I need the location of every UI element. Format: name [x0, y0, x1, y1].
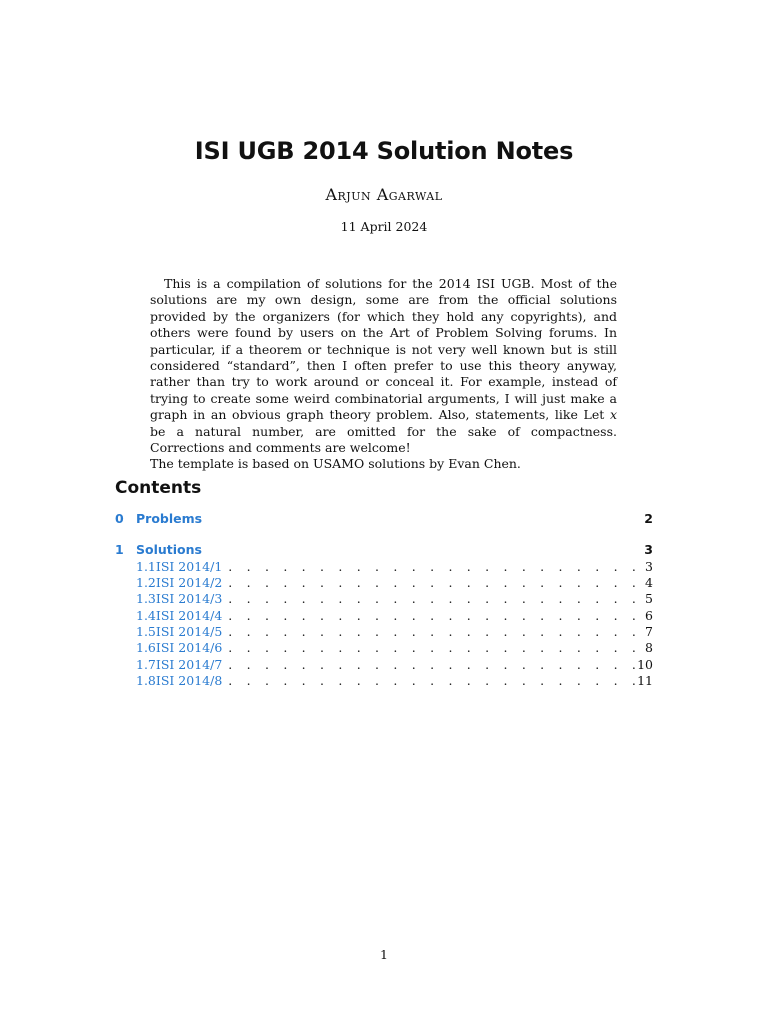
- toc-subsection-1-5[interactable]: [115, 624, 653, 640]
- toc-page-number: 3: [644, 542, 653, 557]
- toc-section-problems[interactable]: [115, 511, 653, 527]
- document-title: ISI UGB 2014 Solution Notes: [194, 137, 574, 165]
- toc-subsection-number[interactable]: 1.6: [136, 640, 156, 655]
- toc-subsection-number[interactable]: 1.8: [136, 673, 156, 688]
- toc-leader-dots: [222, 640, 639, 655]
- toc-subsection-1-1[interactable]: [115, 559, 653, 575]
- document-date: 11 April 2024: [340, 219, 428, 234]
- toc-subsection-title[interactable]: ISI 2014/1: [155, 559, 223, 574]
- abstract-math-variable: x: [609, 407, 617, 423]
- toc-page-number: 6: [645, 608, 653, 623]
- toc-page-number: 11: [637, 673, 653, 688]
- toc-subsection-number[interactable]: 1.7: [136, 657, 156, 672]
- page-number: 1: [380, 947, 388, 962]
- toc-subsection-title[interactable]: ISI 2014/4: [155, 608, 223, 623]
- toc-subsection-number[interactable]: 1.1: [136, 559, 156, 574]
- document-author: Arjun Agarwal: [325, 185, 443, 204]
- toc-subsection-1-7[interactable]: [115, 657, 653, 673]
- toc-page-number: 2: [644, 511, 653, 526]
- toc-page-number: 7: [645, 624, 653, 639]
- toc-subsection-1-4[interactable]: [115, 608, 653, 624]
- toc-subsection-title[interactable]: ISI 2014/5: [155, 624, 223, 639]
- toc-subsection-1-6[interactable]: [115, 640, 653, 656]
- toc-page-number: 3: [645, 559, 653, 574]
- abstract-text-end: be a natural number, are omitted for the sake of compactness. Corrections and comments are welcome!: [150, 423, 617, 456]
- toc-section-solutions[interactable]: [115, 542, 653, 558]
- toc-subsection-title[interactable]: ISI 2014/2: [155, 575, 223, 590]
- toc-section-title[interactable]: Solutions: [136, 542, 202, 557]
- toc-page-number: 8: [645, 640, 653, 655]
- toc-leader-dots: [222, 624, 639, 639]
- toc-subsection-number[interactable]: 1.4: [136, 608, 156, 623]
- toc-subsection-number[interactable]: 1.2: [136, 575, 156, 590]
- toc-section-number[interactable]: 1: [115, 542, 124, 557]
- toc-subsection-number[interactable]: 1.3: [136, 591, 156, 606]
- abstract-paragraph: [150, 276, 617, 456]
- toc-section-number[interactable]: 0: [115, 511, 124, 526]
- toc-subsection-title[interactable]: ISI 2014/3: [155, 591, 223, 606]
- toc-subsection-1-3[interactable]: [115, 591, 653, 607]
- toc-subsection-title[interactable]: ISI 2014/8: [155, 673, 223, 688]
- toc-subsection-1-8[interactable]: [115, 673, 653, 689]
- toc-leader-dots: [222, 559, 639, 574]
- toc-subsection-1-2[interactable]: [115, 575, 653, 591]
- toc-leader-dots: [222, 673, 637, 688]
- toc-leader-dots: [222, 591, 639, 606]
- toc-leader-dots: [222, 657, 637, 672]
- toc-subsection-number[interactable]: 1.5: [136, 624, 156, 639]
- template-note: The template is based on USAMO solutions by Evan Chen.: [150, 456, 521, 472]
- toc-subsection-title[interactable]: ISI 2014/6: [155, 640, 223, 655]
- toc-page-number: 4: [645, 575, 653, 590]
- toc-section-title[interactable]: Problems: [136, 511, 203, 526]
- toc-leader-dots: [222, 575, 639, 590]
- toc-leader-dots: [222, 608, 639, 623]
- toc-page-number: 5: [645, 591, 653, 606]
- contents-heading: Contents: [115, 478, 202, 498]
- toc-page-number: 10: [637, 657, 653, 672]
- abstract: [150, 276, 617, 473]
- abstract-text-start: This is a compilation of solutions for the 2014 ISI UGB. Most of the solutions are my own design, some are from the official solutions provided by the organizers (for which they hold any copyrights), and others were found by users on the Art of Problem Solving forums. In particular, if a theorem or technique is not very well known but is still considered “standard”, then I often prefer to use this theory anyway, rather than try to work around or conceal it. For example, instead of trying to create some weird combinatorial arguments, I will just make a graph in an obvious graph theory problem. Also, statements, like Let: [150, 276, 617, 423]
- toc-subsection-title[interactable]: ISI 2014/7: [155, 657, 223, 672]
